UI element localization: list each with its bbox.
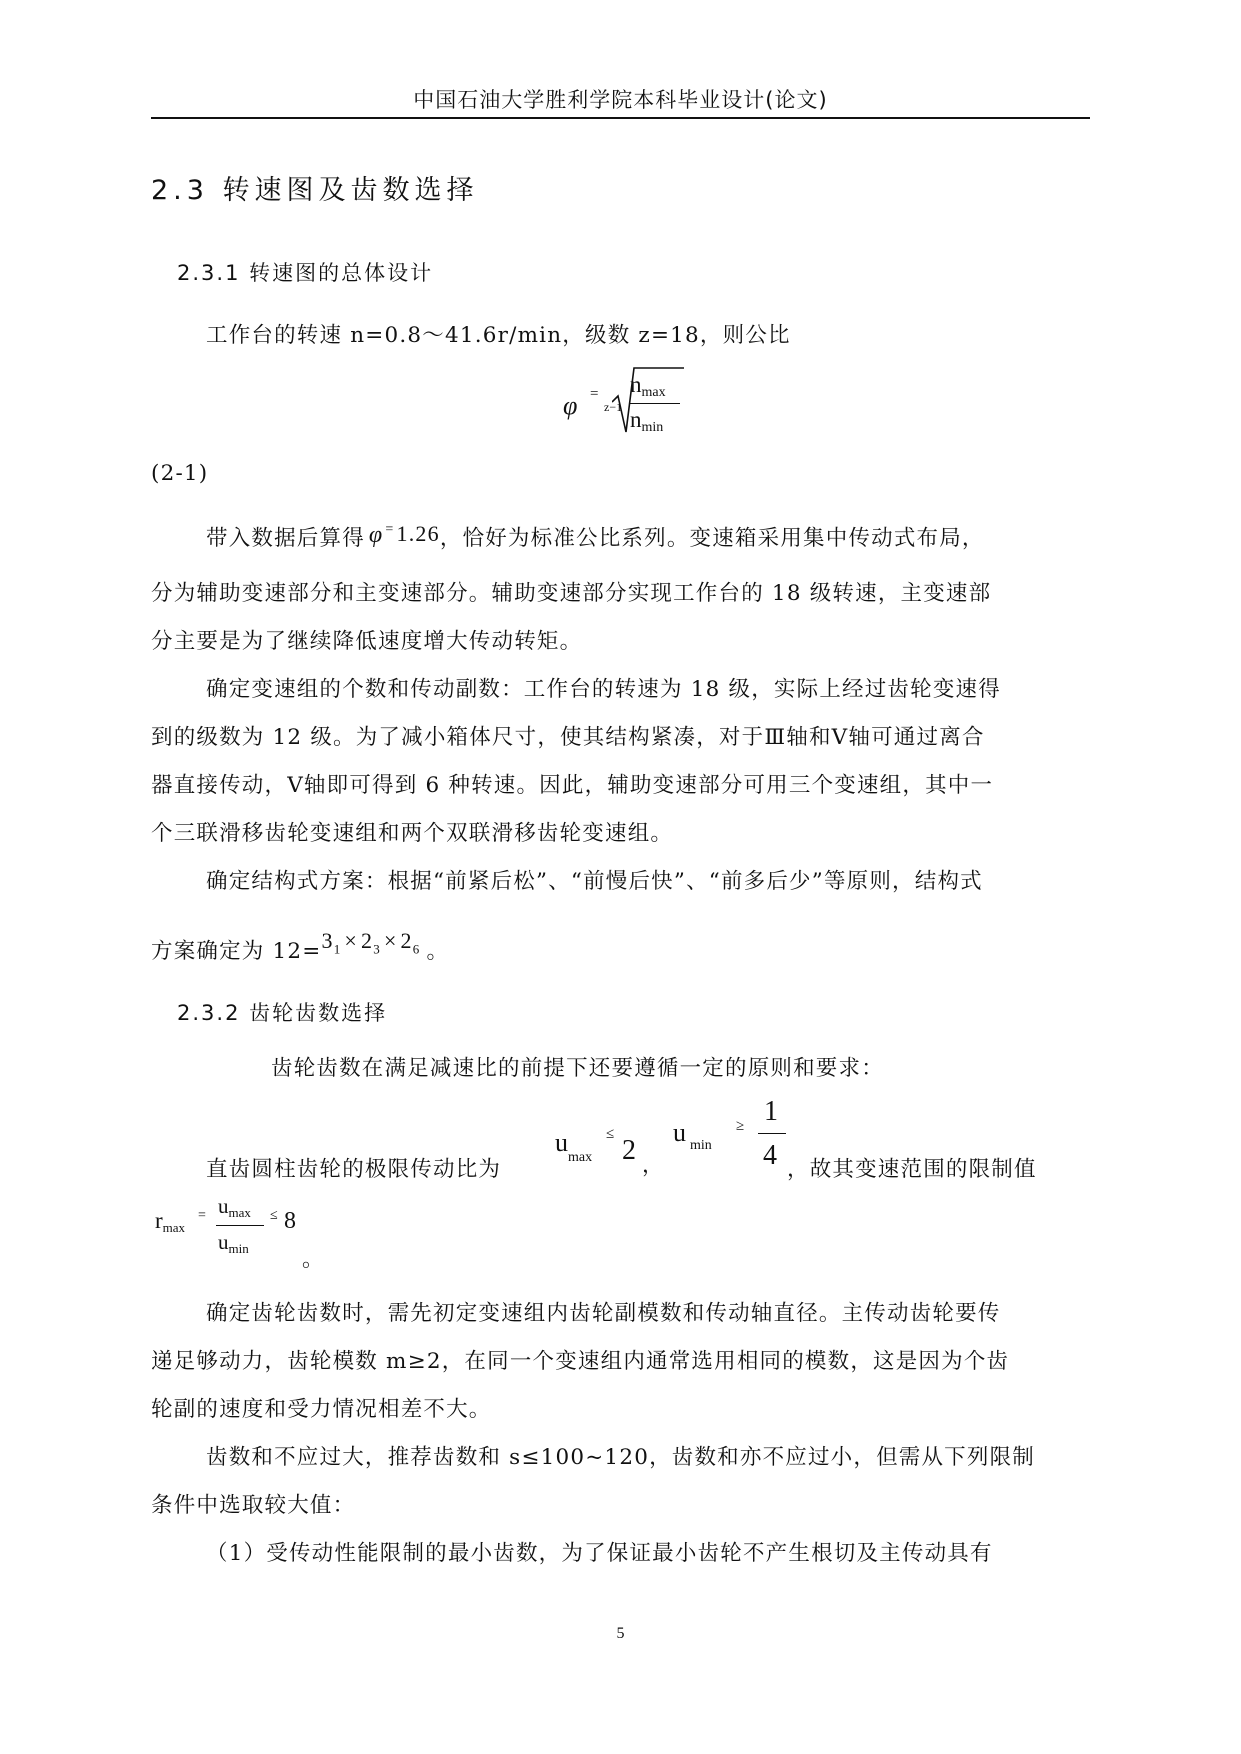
paragraph-6-line-1b: ，故其变速范围的限制值 [787,1157,1037,1182]
paragraph-7-line-3: 轮副的速度和受力情况相差不大。 [151,1397,492,1422]
fraction-bar [630,403,680,404]
fraction-denominator: 4 [763,1140,777,1171]
paragraph-3-line-1: 确定变速组的个数和传动副数：工作台的转速为 18 级，实际上经过齿轮变速得 [206,677,1001,702]
paragraph-6-line-1a: 直齿圆柱齿轮的极限传动比为 [206,1157,502,1182]
umax-over-umin-denominator: umin [218,1230,249,1256]
subsection-title-2-3-1: 2.3.1 转速图的总体设计 [177,261,434,285]
fraction-numerator: 1 [764,1096,778,1127]
u-max: $u_{max}$ [555,1128,593,1165]
relation-ge: ≥ [736,1118,745,1134]
paragraph-4-line-2: 方案确定为 $12=3_1 \times 2_3 \times 2_6$ 。 [151,928,450,964]
header-rule [151,117,1090,119]
page-header: 中国石油大学胜利学院本科毕业设计(论文) [413,88,828,112]
fraction-bar-r [216,1225,264,1226]
paragraph-3-line-2: 到的级数为 12 级。为了减小箱体尺寸，使其结构紧凑，对于Ⅲ轴和Ⅴ轴可通过离合 [151,725,985,750]
paragraph-2-line-3: 分主要是为了继续降低速度增大传动转矩。 [151,629,583,654]
eq-relation: = [590,386,599,402]
value-2: 2 [622,1135,636,1166]
numerator-n: nmax [630,372,666,400]
paragraph-4-line-1: 确定结构式方案：根据“前紧后松”、“前慢后快”、“前多后少”等原则，结构式 [206,869,983,894]
umax-over-umin-numerator: umax [218,1194,251,1220]
relation-le-8: ≤ [270,1208,278,1223]
period: 。 [302,1247,325,1272]
paragraph-2-line-1: 带入数据后算得 φ =1.26，恰好为标准公比系列。变速箱采用集中传动式布局， [206,521,985,551]
structure-formula: $3_1 \times 2_3 \times 2_6$ [321,928,421,957]
paragraph-2-line-2: 分为辅助变速部分和主变速部分。辅助变速部分实现工作台的 18 级转速，主变速部 [151,581,992,606]
paragraph-5: 齿轮齿数在满足减速比的前提下还要遵循一定的原则和要求： [271,1056,884,1081]
relation-le: ≤ [606,1126,615,1142]
paragraph-8-line-1: 齿数和不应过大，推荐齿数和 s≤100~120，齿数和亦不应过小，但需从下列限制 [206,1445,1035,1470]
page-number: 5 [616,1625,625,1642]
relation-eq: = [198,1208,206,1223]
r-max: rmax [155,1208,186,1235]
subsection-title-2-3-2: 2.3.2 齿轮齿数选择 [177,1001,388,1025]
root-index: z−1 [604,400,623,414]
fraction-bar-quarter [758,1133,786,1134]
comma: ， [642,1153,665,1178]
value-8: 8 [284,1208,296,1234]
section-title: 2.3 转速图及齿数选择 [151,175,479,206]
phi-symbol: φ [563,391,578,420]
paragraph-1: 工作台的转速 n=0.8～41.6r/min，级数 z=18，则公比 [206,323,791,348]
paragraph-7-line-2: 递足够动力，齿轮模数 m≥2，在同一个变速组内通常选用相同的模数，这是因为个齿 [151,1349,1010,1374]
u-min: u $_{min}$ [673,1118,712,1153]
paragraph-3-line-4: 个三联滑移齿轮变速组和两个双联滑移齿轮变速组。 [151,821,674,846]
equation-label: (2-1) [151,461,209,486]
paragraph-8-line-2: 条件中选取较大值： [151,1493,356,1518]
denominator-n: nmin [630,407,664,435]
paragraph-3-line-3: 器直接传动，Ⅴ轴即可得到 6 种转速。因此，辅助变速部分可用三个变速组，其中一 [151,773,994,798]
paragraph-7-line-1: 确定齿轮齿数时，需先初定变速组内齿轮副模数和传动轴直径。主传动齿轮要传 [206,1301,1001,1326]
paragraph-9-line-1: （1）受传动性能限制的最小齿数，为了保证最小齿轮不产生根切及主传动具有 [206,1541,993,1566]
